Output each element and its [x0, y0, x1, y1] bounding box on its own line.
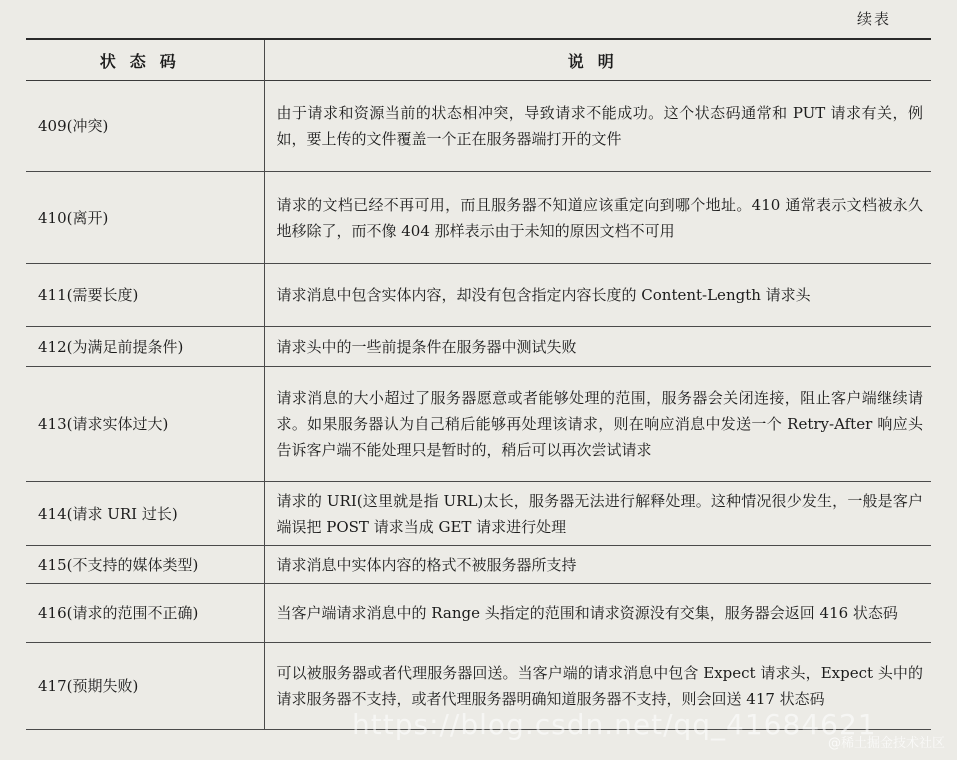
description-cell: 可以被服务器或者代理服务器回送。当客户端的请求消息中包含 Expect 请求头，Expect 头中的请求服务器不支持，或者代理服务器明确知道服务器不支持，则会回送 417 状态码 [264, 643, 931, 730]
status-code-cell: 409(冲突) [26, 81, 264, 172]
status-code-cell: 415(不支持的媒体类型) [26, 546, 264, 584]
description-cell: 请求的文档已经不再可用，而且服务器不知道应该重定向到哪个地址。410 通常表示文档被永久地移除了，而不像 404 那样表示由于未知的原因文档不可用 [264, 172, 931, 264]
table-row [26, 81, 931, 172]
description-cell: 由于请求和资源当前的状态相冲突，导致请求不能成功。这个状态码通常和 PUT 请求有关，例如，要上传的文件覆盖一个正在服务器端打开的文件 [264, 81, 931, 172]
status-code-cell: 414(请求 URI 过长) [26, 482, 264, 546]
status-code-cell: 412(为满足前提条件) [26, 327, 264, 367]
community-watermark: @稀土掘金技术社区 [827, 736, 945, 751]
status-code-table [26, 38, 931, 730]
description-cell: 请求的 URI(这里就是指 URL)太长，服务器无法进行解释处理。这种情况很少发生，一般是客户端误把 POST 请求当成 GET 请求进行处理 [264, 482, 931, 546]
description-cell: 请求头中的一些前提条件在服务器中测试失败 [264, 327, 931, 367]
continued-label: 续表 [856, 10, 891, 28]
description-cell: 当客户端请求消息中的 Range 头指定的范围和请求资源没有交集，服务器会返回 416 状态码 [264, 584, 931, 643]
description-cell: 请求消息中包含实体内容，却没有包含指定内容长度的 Content-Length 请求头 [264, 264, 931, 327]
table-row [26, 482, 931, 546]
table-row [26, 367, 931, 482]
status-code-cell: 410(离开) [26, 172, 264, 264]
description-cell: 请求消息的大小超过了服务器愿意或者能够处理的范围，服务器会关闭连接，阻止客户端继续请求。如果服务器认为自己稍后能够再处理该请求，则在响应消息中发送一个 Retry-After 响应头告诉客户端不能处理只是暂时的，稍后可以再次尝试请求 [264, 367, 931, 482]
header-status-code: 状态码 [26, 39, 264, 81]
description-cell: 请求消息中实体内容的格式不被服务器所支持 [264, 546, 931, 584]
status-code-cell: 413(请求实体过大) [26, 367, 264, 482]
table-row [26, 546, 931, 584]
header-description: 说明 [567, 51, 628, 71]
status-code-cell: 416(请求的范围不正确) [26, 584, 264, 643]
table-row [26, 172, 931, 264]
watermark-url: https://blog.csdn.net/qq_41684621 [352, 708, 877, 741]
table-row [26, 584, 931, 643]
status-code-cell: 411(需要长度) [26, 264, 264, 327]
table-header-row [26, 39, 931, 81]
table-row [26, 264, 931, 327]
table-row [26, 327, 931, 367]
status-code-cell: 417(预期失败) [26, 643, 264, 730]
